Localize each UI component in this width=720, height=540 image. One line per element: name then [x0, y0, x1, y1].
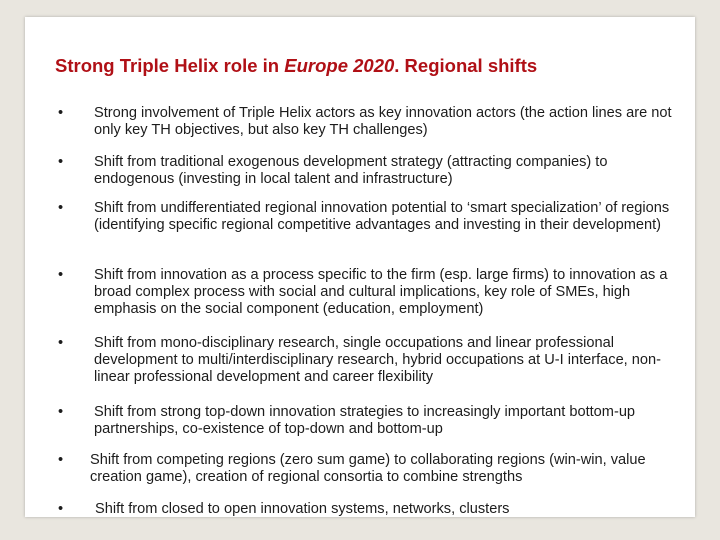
bullet-icon: • [58, 154, 64, 170]
bullet-text: Strong involvement of Triple Helix actors as key innovation actors (the action lines are not only key TH objectives, but also key TH challenges) [94, 105, 672, 138]
bullet-icon: • [58, 452, 64, 468]
bullet-text: Shift from innovation as a process specific to the firm (esp. large firms) to innovation as a broad complex process with social and cultural implications, key role of SMEs, high emphasis on the social component (education, employment) [94, 267, 668, 317]
bullet-icon: • [58, 404, 64, 420]
bullet-text: Shift from closed to open innovation systems, networks, clusters [95, 501, 510, 517]
bullet-icon: • [58, 105, 64, 121]
bullet-icon: • [58, 267, 64, 283]
bullet-text: Shift from undifferentiated regional innovation potential to ‘smart specialization’ of regions (identifying specific regional competitive advantages and investing in their development) [94, 200, 670, 233]
bullet-icon: • [58, 200, 64, 216]
bullet-text: Shift from competing regions (zero sum game) to collaborating regions (win-win, value creation game), creation of regional consortia to combine strengths [90, 452, 646, 485]
bullet-text: Shift from mono-disciplinary research, single occupations and linear professional development to multi/interdisciplinary research, hybrid occupations at U-I interface, non-linear professional development and career flexibility [94, 335, 661, 385]
title-part-1: Strong Triple Helix role in [55, 55, 280, 76]
title-part-2-italic: Europe 2020 [284, 55, 395, 76]
bullet-icon: • [58, 501, 64, 517]
slide [25, 17, 695, 517]
bullet-icon: • [58, 335, 64, 351]
title-part-3: . Regional shifts [394, 55, 538, 76]
bullet-text: Shift from strong top-down innovation strategies to increasingly important bottom-up partnerships, co-existence of top-down and bottom-up [94, 404, 636, 437]
slide-title [55, 55, 537, 77]
bullet-text: Shift from traditional exogenous development strategy (attracting companies) to endogenous (investing in local talent and infrastructure) [94, 154, 608, 187]
